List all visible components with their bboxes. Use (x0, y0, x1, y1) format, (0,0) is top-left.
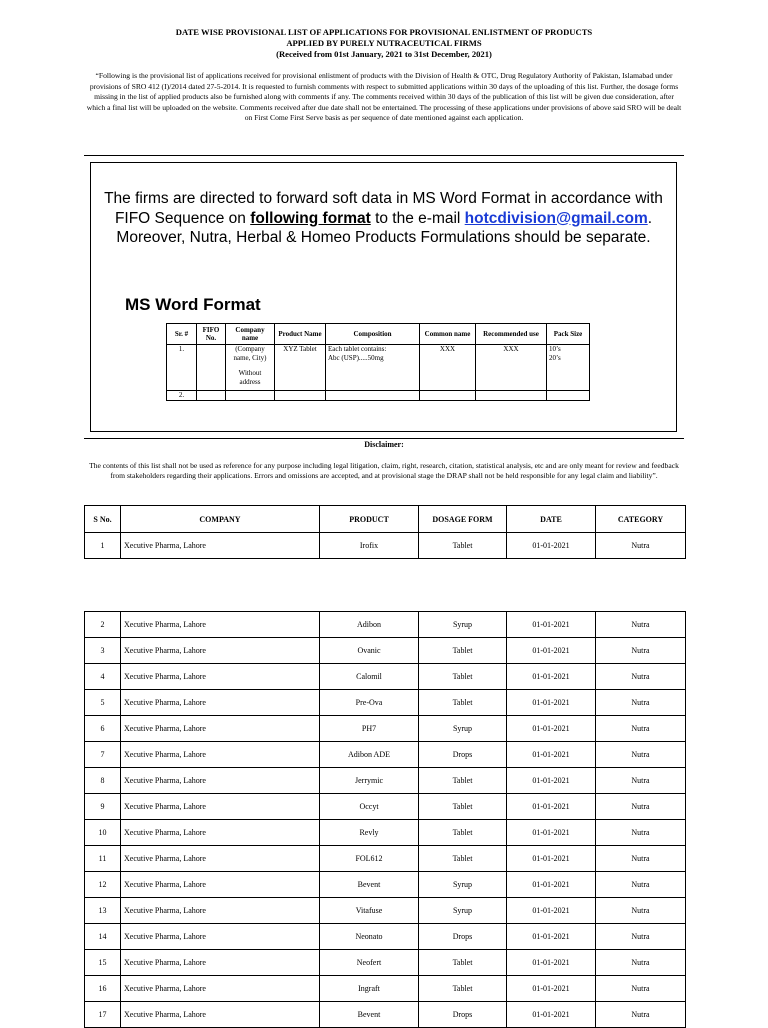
sample-composition-line1: Each tablet contains: (328, 345, 387, 353)
cell-category: Nutra (596, 820, 686, 846)
cell-sno: 15 (85, 950, 121, 976)
cell-category: Nutra (596, 1002, 686, 1028)
table-row (85, 768, 686, 794)
cell-product: Calomil (320, 664, 419, 690)
sample-header-row (167, 324, 590, 345)
sample-company-name: (Company name, City) (233, 345, 267, 362)
cell-sno: 11 (85, 846, 121, 872)
cell-dosage: Syrup (419, 716, 507, 742)
cell-product: Neofert (320, 950, 419, 976)
cell-category: Nutra (596, 664, 686, 690)
sample-pack (547, 345, 590, 391)
header-product: PRODUCT (320, 506, 419, 533)
table-row (85, 794, 686, 820)
cell-sno: 10 (85, 820, 121, 846)
cell-product: Ingraft (320, 976, 419, 1002)
cell-company: Xecutive Pharma, Lahore (121, 846, 320, 872)
cell-sno: 16 (85, 976, 121, 1002)
sample-company (226, 345, 275, 391)
cell-company: Xecutive Pharma, Lahore (121, 612, 320, 638)
cell-date: 01-01-2021 (507, 742, 596, 768)
cell-category: Nutra (596, 976, 686, 1002)
cell-date: 01-01-2021 (507, 898, 596, 924)
table-row (85, 924, 686, 950)
sample-header-composition: Composition (326, 324, 420, 345)
table-row (85, 742, 686, 768)
cell-date: 01-01-2021 (507, 612, 596, 638)
cell-dosage: Drops (419, 742, 507, 768)
sample-row-2 (167, 391, 590, 401)
cell-sno: 2 (85, 612, 121, 638)
sample-product: XYZ Tablet (275, 345, 326, 391)
following-format-link[interactable]: following format (250, 209, 371, 227)
cell-dosage: Drops (419, 924, 507, 950)
sample-composition (326, 345, 420, 391)
notice-text-part3: . Moreover, Nutra, Herbal & Homeo Products Formulations should be separate. (116, 209, 653, 246)
cell-company: Xecutive Pharma, Lahore (121, 533, 320, 559)
sample-format-table (166, 323, 590, 401)
cell-date: 01-01-2021 (507, 638, 596, 664)
cell-sno: 8 (85, 768, 121, 794)
header-category: CATEGORY (596, 506, 686, 533)
cell-sno: 17 (85, 1002, 121, 1028)
cell-category: Nutra (596, 742, 686, 768)
cell-category: Nutra (596, 768, 686, 794)
sample-sr-2: 2. (167, 391, 197, 401)
cell-category: Nutra (596, 898, 686, 924)
cell-company: Xecutive Pharma, Lahore (121, 820, 320, 846)
sample-pack-2: 20’s (549, 353, 561, 362)
cell-dosage: Tablet (419, 976, 507, 1002)
cell-date: 01-01-2021 (507, 533, 596, 559)
sample-composition-line2: Abc (USP).....50mg (328, 353, 384, 362)
cell-category: Nutra (596, 794, 686, 820)
cell-product: PH7 (320, 716, 419, 742)
cell-product: Pre-Ova (320, 690, 419, 716)
cell-product: FOL612 (320, 846, 419, 872)
cell-sno: 9 (85, 794, 121, 820)
cell-company: Xecutive Pharma, Lahore (121, 1002, 320, 1028)
notice-box (90, 162, 677, 432)
cell-dosage: Syrup (419, 872, 507, 898)
cell-company: Xecutive Pharma, Lahore (121, 898, 320, 924)
cell-date: 01-01-2021 (507, 872, 596, 898)
cell-product: Adibon ADE (320, 742, 419, 768)
table-row (85, 898, 686, 924)
cell-sno: 7 (85, 742, 121, 768)
table-header-row (85, 506, 686, 533)
cell-product: Irofix (320, 533, 419, 559)
header-dosage-form: DOSAGE FORM (419, 506, 507, 533)
cell-date: 01-01-2021 (507, 768, 596, 794)
table-row (85, 872, 686, 898)
cell-dosage: Tablet (419, 794, 507, 820)
cell-dosage: Tablet (419, 690, 507, 716)
cell-product: Jerrymic (320, 768, 419, 794)
table-row (85, 716, 686, 742)
cell-category: Nutra (596, 872, 686, 898)
header-date: DATE (507, 506, 596, 533)
cell-date: 01-01-2021 (507, 716, 596, 742)
sample-header-use: Recommended use (476, 324, 547, 345)
cell-sno: 1 (85, 533, 121, 559)
header-sno: S No. (85, 506, 121, 533)
cell-sno: 12 (85, 872, 121, 898)
cell-product: Bevent (320, 1002, 419, 1028)
disclaimer-title: Disclaimer: (364, 440, 404, 449)
cell-company: Xecutive Pharma, Lahore (121, 742, 320, 768)
cell-company: Xecutive Pharma, Lahore (121, 664, 320, 690)
cell-company: Xecutive Pharma, Lahore (121, 690, 320, 716)
disclaimer-body: The contents of this list shall not be used as reference for any purpose including legal litigation, claim, right, research, citation, statistical analysis, etc and are only meant for review and feedback from stakeholders regarding their applications. Errors and omissions are accepted, and at provisional stage the DRAP shall not be held responsible for any legal claim and liability”. (89, 461, 679, 481)
sample-pack-1: 10’s (549, 345, 561, 353)
cell-date: 01-01-2021 (507, 794, 596, 820)
cell-date: 01-01-2021 (507, 820, 596, 846)
title-line-3: (Received from 01st January, 2021 to 31st December, 2021) (276, 49, 492, 59)
notice-text-part1: The firms are directed to forward soft data in MS Word Format in accordance with FIFO Sequence on (104, 190, 663, 227)
cell-dosage: Drops (419, 1002, 507, 1028)
notice-text-part2: to the e-mail (370, 209, 465, 227)
cell-dosage: Syrup (419, 612, 507, 638)
title-line-2: APPLIED BY PURELY NUTRACEUTICAL FIRMS (286, 38, 482, 48)
table-row (85, 664, 686, 690)
sample-row-1 (167, 345, 590, 391)
cell-date: 01-01-2021 (507, 950, 596, 976)
table-row (85, 533, 686, 559)
cell-dosage: Tablet (419, 950, 507, 976)
cell-category: Nutra (596, 924, 686, 950)
sample-header-fifo: FIFO No. (197, 324, 226, 345)
table-row (85, 846, 686, 872)
cell-dosage: Tablet (419, 533, 507, 559)
sample-header-common: Common name (420, 324, 476, 345)
ms-word-format-title: MS Word Format (125, 295, 261, 314)
cell-company: Xecutive Pharma, Lahore (121, 924, 320, 950)
sample-common: XXX (420, 345, 476, 391)
sample-header-company: Company name (226, 324, 275, 345)
cell-category: Nutra (596, 716, 686, 742)
cell-date: 01-01-2021 (507, 846, 596, 872)
cell-date: 01-01-2021 (507, 664, 596, 690)
cell-sno: 4 (85, 664, 121, 690)
applications-table-part1 (84, 505, 686, 559)
cell-dosage: Tablet (419, 768, 507, 794)
cell-product: Occyt (320, 794, 419, 820)
cell-company: Xecutive Pharma, Lahore (121, 794, 320, 820)
sample-header-sr: Sr. # (167, 324, 197, 345)
cell-date: 01-01-2021 (507, 924, 596, 950)
email-link[interactable]: hotcdivision@gmail.com (464, 209, 648, 227)
cell-date: 01-01-2021 (507, 976, 596, 1002)
notice-text (91, 189, 676, 248)
divider-disclaimer (84, 438, 684, 439)
table-row (85, 638, 686, 664)
document-title (0, 27, 768, 60)
cell-category: Nutra (596, 638, 686, 664)
cell-dosage: Tablet (419, 820, 507, 846)
cell-company: Xecutive Pharma, Lahore (121, 950, 320, 976)
cell-company: Xecutive Pharma, Lahore (121, 872, 320, 898)
cell-product: Revly (320, 820, 419, 846)
sample-fifo (197, 345, 226, 391)
divider-top (84, 155, 684, 156)
cell-sno: 14 (85, 924, 121, 950)
cell-category: Nutra (596, 846, 686, 872)
table-row (85, 820, 686, 846)
table-row (85, 950, 686, 976)
cell-category: Nutra (596, 533, 686, 559)
cell-dosage: Syrup (419, 898, 507, 924)
cell-product: Ovanic (320, 638, 419, 664)
table-row (85, 690, 686, 716)
table-row (85, 612, 686, 638)
cell-category: Nutra (596, 612, 686, 638)
table-row (85, 976, 686, 1002)
cell-company: Xecutive Pharma, Lahore (121, 716, 320, 742)
applications-table-part2 (84, 611, 686, 1028)
cell-sno: 13 (85, 898, 121, 924)
cell-sno: 5 (85, 690, 121, 716)
cell-product: Neonato (320, 924, 419, 950)
sample-sr: 1. (167, 345, 197, 391)
intro-paragraph: “Following is the provisional list of applications received for provisional enlistment of products with the Division of Health & OTC, Drug Regulatory Authority of Pakistan, Islamabad under provisions of SRO 412 (I)/2014 dated 27-5-2014. It is requested to furnish comments with respect to submitted applications within 30 days of the uploading of this list. Further, the dosage forms missing in the list of applied products also be furnished along with comments if any. The comments received within 30 days of the publication of this list will be given due consideration, after which a final list will be uploaded on the website. Comments received after due date shall not be entertained. The processing of these applications under provisions of above said SRO will be dealt on First Come First Serve basis as per sequence of date mentioned against each application. (86, 71, 682, 123)
cell-company: Xecutive Pharma, Lahore (121, 768, 320, 794)
sample-header-product: Product Name (275, 324, 326, 345)
sample-use: XXX (476, 345, 547, 391)
header-company: COMPANY (121, 506, 320, 533)
cell-company: Xecutive Pharma, Lahore (121, 638, 320, 664)
cell-dosage: Tablet (419, 664, 507, 690)
sample-company-note: Without address (238, 369, 262, 386)
cell-company: Xecutive Pharma, Lahore (121, 976, 320, 1002)
title-line-1: DATE WISE PROVISIONAL LIST OF APPLICATIONS FOR PROVISIONAL ENLISTMENT OF PRODUCTS (175, 27, 593, 37)
cell-dosage: Tablet (419, 638, 507, 664)
cell-category: Nutra (596, 950, 686, 976)
cell-sno: 3 (85, 638, 121, 664)
cell-category: Nutra (596, 690, 686, 716)
cell-sno: 6 (85, 716, 121, 742)
cell-product: Vitafuse (320, 898, 419, 924)
cell-product: Bevent (320, 872, 419, 898)
cell-product: Adibon (320, 612, 419, 638)
cell-date: 01-01-2021 (507, 690, 596, 716)
cell-dosage: Tablet (419, 846, 507, 872)
sample-header-pack: Pack Size (547, 324, 590, 345)
cell-date: 01-01-2021 (507, 1002, 596, 1028)
